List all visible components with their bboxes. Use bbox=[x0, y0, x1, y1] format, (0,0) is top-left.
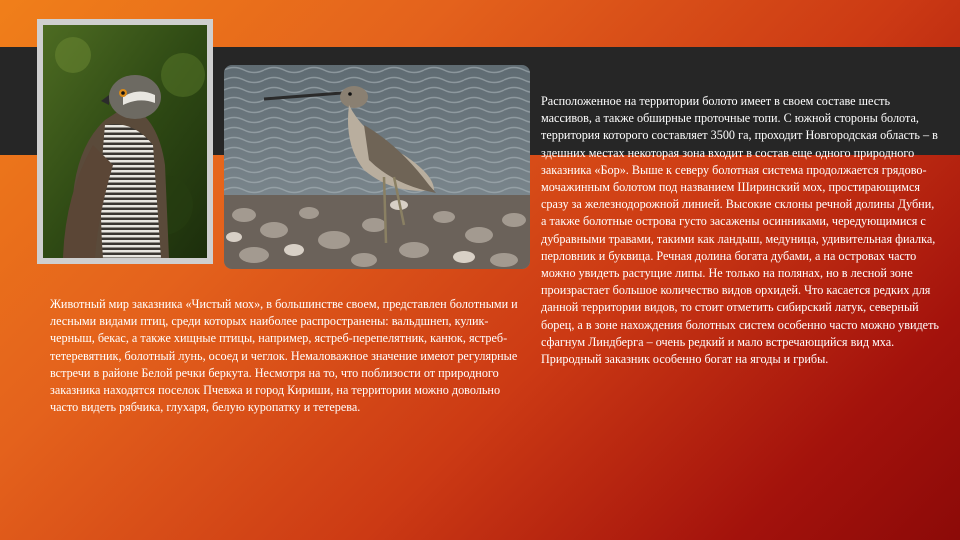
sandpiper-photo bbox=[224, 65, 530, 269]
hawk-photo bbox=[43, 25, 207, 258]
flora-description: Расположенное на территории болото имеет в своем составе шесть массивов, а также обширные проточные топи. С южной стороны болота, территория которого составляет 3500 га, проходит Новгородская область – в здешних местах некоторая зона входит в состав еще одного природного заказника «Бор». Выше к северу болотная система продолжается грядово-мочажинным болотом под названием Ширинский мох, простирающимся сразу за железнодорожной линией. Высокие склоны речной долины Дубни, а также болотные острова густо засажены осинниками, чередующимися с дубравными травами, такими как ландыш, медуница, удивительная фиалка, перловник и буквица. Речная долина богата дубами, а на островах часто можно увидеть растущие липы. Не только на полянах, но в лесной зоне произрастает большое количество видов орхидей. Что касается редких для данной территории видов, то стоит отметить сибирский латук, северный борец, а в зоне нахождения болотных систем особенно часто можно увидеть сфагнум Линдберга – очень редкий и мало встречающийся вид мха. Природный заказник особенно богат на ягоды и грибы. bbox=[541, 94, 939, 367]
fauna-description: Животный мир заказника «Чистый мох», в большинстве своем, представлен болотными и лесными видами птиц, среди которых наиболее распространены: вальдшнеп, кулик-черныш, бекас, а также хищные птицы, например, ястреб-перепелятник, канюк, ястреб-тетеревятник, болотный лунь, осоед и чеглок. Немаловажное значение имеют регулярные встречи в районе Белой речки беркута. Несмотря на то, что поблизости от природного заказника находятся поселок Пчевжа и город Кириши, на территории можно довольно часто видеть рябчика, глухаря, белую куропатку и тетерева. bbox=[50, 297, 518, 415]
hawk-photo-frame bbox=[37, 19, 213, 264]
